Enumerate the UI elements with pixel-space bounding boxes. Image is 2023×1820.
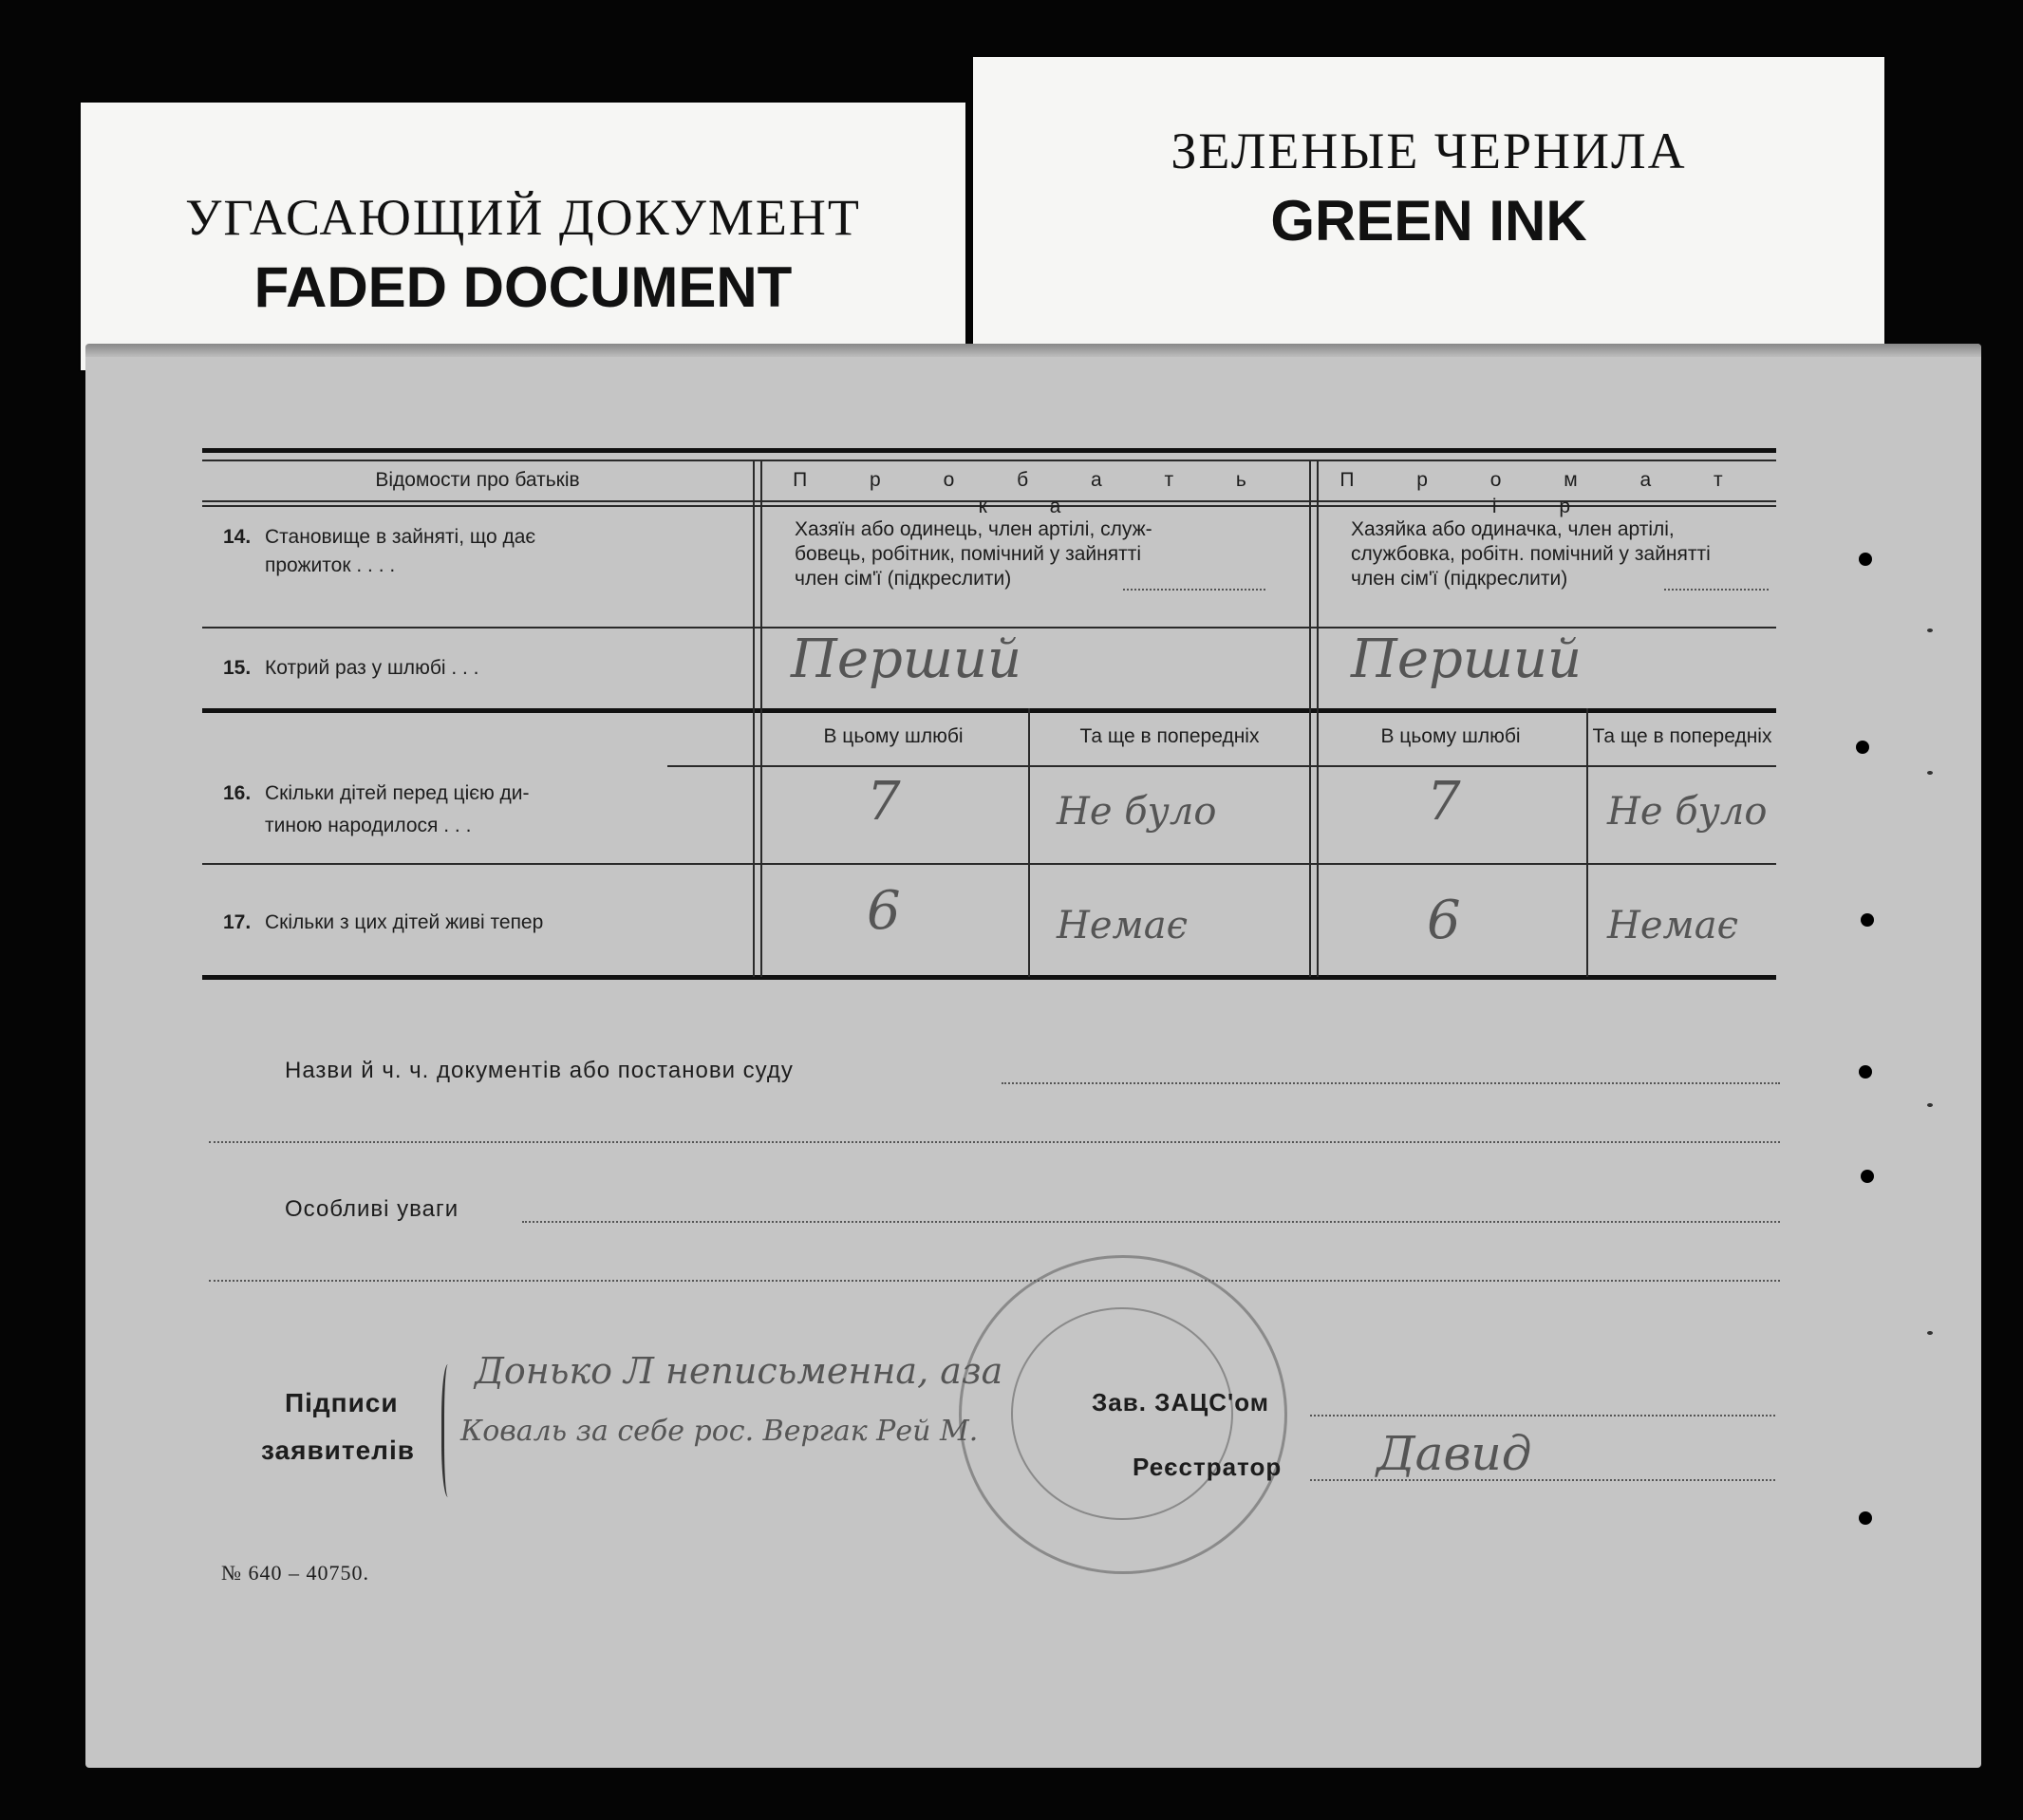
row17-father-prev: Немає: [1057, 904, 1188, 948]
parents-table: [202, 448, 1776, 983]
row17-father-this: 6: [867, 880, 901, 942]
row14-mother-fill: [1664, 589, 1769, 591]
row17-num: 17.: [223, 911, 252, 933]
binding-hole: [1859, 1511, 1872, 1525]
row14-father-2: бовець, робітник, помічний у зайнятті: [795, 543, 1142, 565]
header-mother: П р о м а т і р: [1339, 469, 1751, 517]
ink-fleck: [1927, 1103, 1933, 1107]
row17-label: Скільки з цих дітей живі тепер: [265, 911, 544, 933]
documents-label: Назви й ч. ч. документів або постанови суду: [285, 1058, 794, 1083]
row15-label: Котрий раз у шлюбі . . .: [265, 657, 479, 679]
table-rule: [202, 460, 1776, 461]
registrar-label: Реєстратор: [1133, 1453, 1283, 1481]
row16-num: 16.: [223, 782, 252, 804]
subheader-mother-prev: Та ще в попередніх: [1592, 725, 1772, 747]
row14-father-fill: [1123, 589, 1265, 591]
binding-hole: [1859, 1065, 1872, 1079]
registrar-signature: Давид: [1377, 1426, 1532, 1481]
applicant-signature-2: Коваль за себе рос. Вергак Рей М.: [460, 1415, 979, 1448]
notes-label: Особливі уваги: [285, 1196, 459, 1222]
row17-mother-prev: Немає: [1607, 904, 1738, 948]
ink-fleck: [1927, 629, 1933, 632]
ink-fleck: [1927, 771, 1933, 775]
row14-father-3: член сім'ї (підкреслити): [795, 568, 1012, 590]
binding-hole: [1861, 913, 1874, 927]
header-father: П р о б а т ь к а: [793, 469, 1275, 517]
faded-label-en: FADED DOCUMENT: [253, 255, 793, 319]
row14-mother-1: Хазяйка або одиначка, член артілі,: [1351, 518, 1675, 540]
form-number: № 640 – 40750.: [221, 1561, 369, 1585]
notes-fill-1: [522, 1221, 1780, 1223]
faded-document-label: [81, 103, 965, 370]
applicants-brace: [441, 1364, 458, 1497]
row15-father-hand: Перший: [791, 629, 1022, 690]
applicants-label-2: заявителів: [261, 1435, 415, 1465]
documents-fill-2: [209, 1141, 1780, 1143]
table-rule: [202, 975, 1776, 980]
row15-mother-hand: Перший: [1351, 629, 1583, 690]
table-rule: [202, 448, 1776, 453]
row16-mother-this: 7: [1427, 771, 1461, 833]
faded-label-ru: УГАСАЮЩИЙ ДОКУМЕНТ: [185, 189, 861, 246]
row16-mother-prev: Не було: [1607, 790, 1768, 834]
row16-father-prev: Не було: [1057, 790, 1217, 834]
subheader-father-prev: Та ще в попередніх: [1079, 725, 1260, 747]
applicants-label-1: Підписи: [285, 1388, 399, 1417]
applicant-signature-1: Донько Л неписьменна, аза: [475, 1350, 1003, 1392]
ink-fleck: [1927, 1331, 1933, 1335]
binding-hole: [1859, 553, 1872, 566]
table-rule: [202, 708, 1776, 713]
row16-label-2: тиною народилося . . .: [265, 815, 472, 836]
ink-label-en: GREEN INK: [1270, 189, 1587, 253]
row16-father-this: 7: [867, 771, 901, 833]
ink-label-ru: ЗЕЛЕНЫЕ ЧЕРНИЛА: [1171, 122, 1687, 179]
row17-mother-this: 6: [1427, 890, 1461, 951]
head-zags-fill: [1310, 1415, 1775, 1417]
row14-label-2: прожиток . . . .: [265, 554, 396, 576]
table-rule: [1309, 460, 1319, 977]
subheader-mother-this: В цьому шлюбі: [1380, 725, 1521, 747]
row14-num: 14.: [223, 526, 252, 548]
row14-mother-2: службовка, робітн. помічний у зайнятті: [1351, 543, 1711, 565]
documents-fill-1: [1002, 1082, 1780, 1084]
green-ink-label: [973, 57, 1884, 361]
table-rule: [753, 460, 762, 977]
header-info: Відомости про батьків: [375, 469, 580, 491]
row16-label-1: Скільки дітей перед цією ди-: [265, 782, 530, 804]
row14-father-1: Хазяїн або одинець, член артілі, служ-: [795, 518, 1152, 540]
row14-mother-3: член сім'ї (підкреслити): [1351, 568, 1568, 590]
form-sheet: [85, 344, 1981, 1768]
binding-hole: [1856, 741, 1869, 754]
binding-hole: [1861, 1170, 1874, 1183]
notes-fill-2: [209, 1280, 1780, 1282]
table-rule: [667, 765, 1776, 767]
head-zags-label: Зав. ЗАЦС'ом: [1092, 1388, 1269, 1417]
row14-label-1: Становище в зайняті, що дає: [265, 526, 536, 548]
table-rule: [202, 863, 1776, 865]
row15-num: 15.: [223, 657, 252, 679]
subheader-father-this: В цьому шлюбі: [823, 725, 964, 747]
